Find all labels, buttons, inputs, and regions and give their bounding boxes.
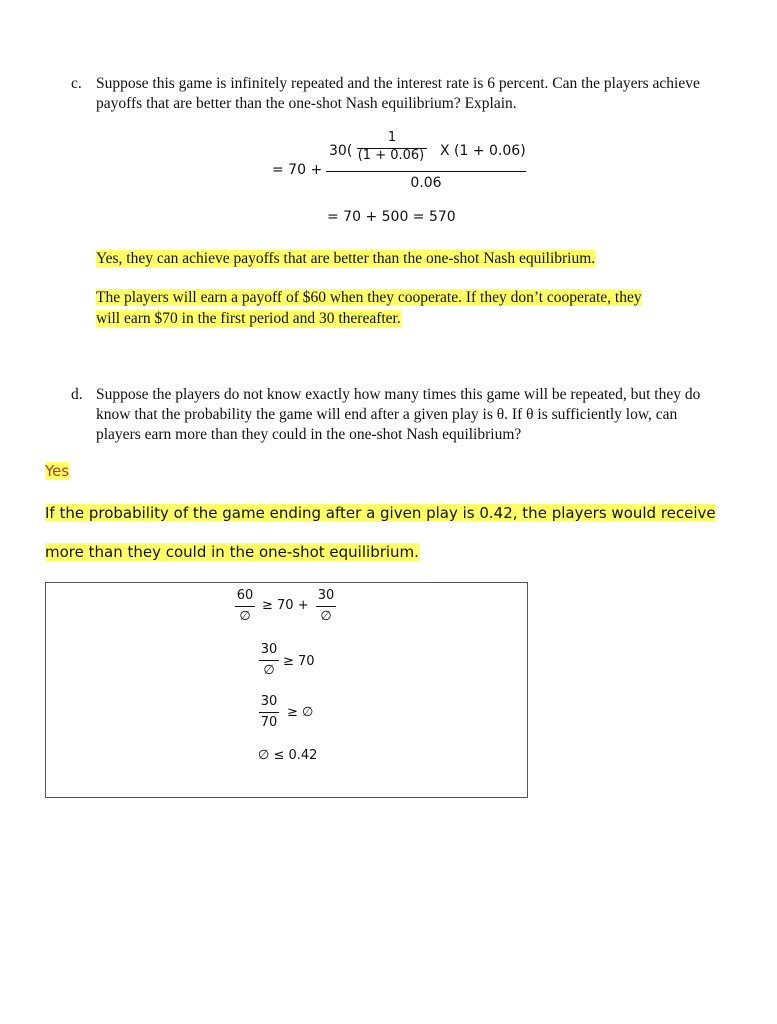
box-l1-mid: ≥ 70 + [262,598,309,613]
box-l3-rhs: ≥ ∅ [287,705,314,720]
inequality-box [45,582,528,798]
eq1-main-fraction-bar [326,171,526,172]
box-l2-denominator: ∅ [263,663,275,678]
eq1-numerator-coefficient: 30( [329,143,353,159]
part-c-marker: c. [71,75,82,92]
box-l1-bar-2 [316,606,336,607]
part-d-answer-line-2: more than they could in the one-shot equilibrium. [45,543,419,561]
eq1-numerator-tail: X (1 + 0.06) [440,143,526,159]
part-c-answer-1: Yes, they can achieve payoffs that are better than the one-shot Nash equilibrium. [96,250,596,267]
eq1-inner-denominator: (1 + 0.06) [357,148,425,163]
part-d-yes: Yes [45,462,70,480]
box-l2-bar [259,660,279,661]
part-d-marker: d. [71,386,83,403]
box-l3-bar [259,712,279,713]
box-l1-numerator: 60 [236,588,254,603]
box-l2-numerator: 30 [260,642,278,657]
part-d-answer-line-1: If the probability of the game ending after a given play is 0.42, the players would receive [45,504,716,522]
part-c-answer-2: The players will earn a payoff of $60 when they cooperate. If they don’t cooperate, they will earn $70 in the first period and 30 thereafter. [96,289,642,327]
box-l1-denominator: ∅ [239,609,251,624]
eq1-denominator: 0.06 [410,175,442,191]
box-l1-bar [235,606,255,607]
box-l4: ∅ ≤ 0.42 [258,748,318,763]
box-l1-denominator-2: ∅ [320,609,332,624]
eq1-prefix: = 70 + [272,162,323,178]
box-l1-numerator-2: 30 [317,588,335,603]
eq2: = 70 + 500 = 570 [327,209,456,225]
box-l3-numerator: 30 [260,694,278,709]
part-c-question: Suppose this game is infinitely repeated and the interest rate is 6 percent. Can the players achieve payoffs that are better than the one-shot Nash equilibrium? Explain. [96,75,700,112]
box-l3-denominator: 70 [260,715,278,730]
box-l2-rhs: ≥ 70 [283,654,315,669]
eq1-inner-numerator: 1 [387,130,397,145]
part-d-question: Suppose the players do not know exactly how many times this game will be repeated, but they do know that the probability the game will end after a given play is θ. If θ is sufficiently low, can players earn more than they could in the one-shot Nash equilibrium? [96,386,701,443]
